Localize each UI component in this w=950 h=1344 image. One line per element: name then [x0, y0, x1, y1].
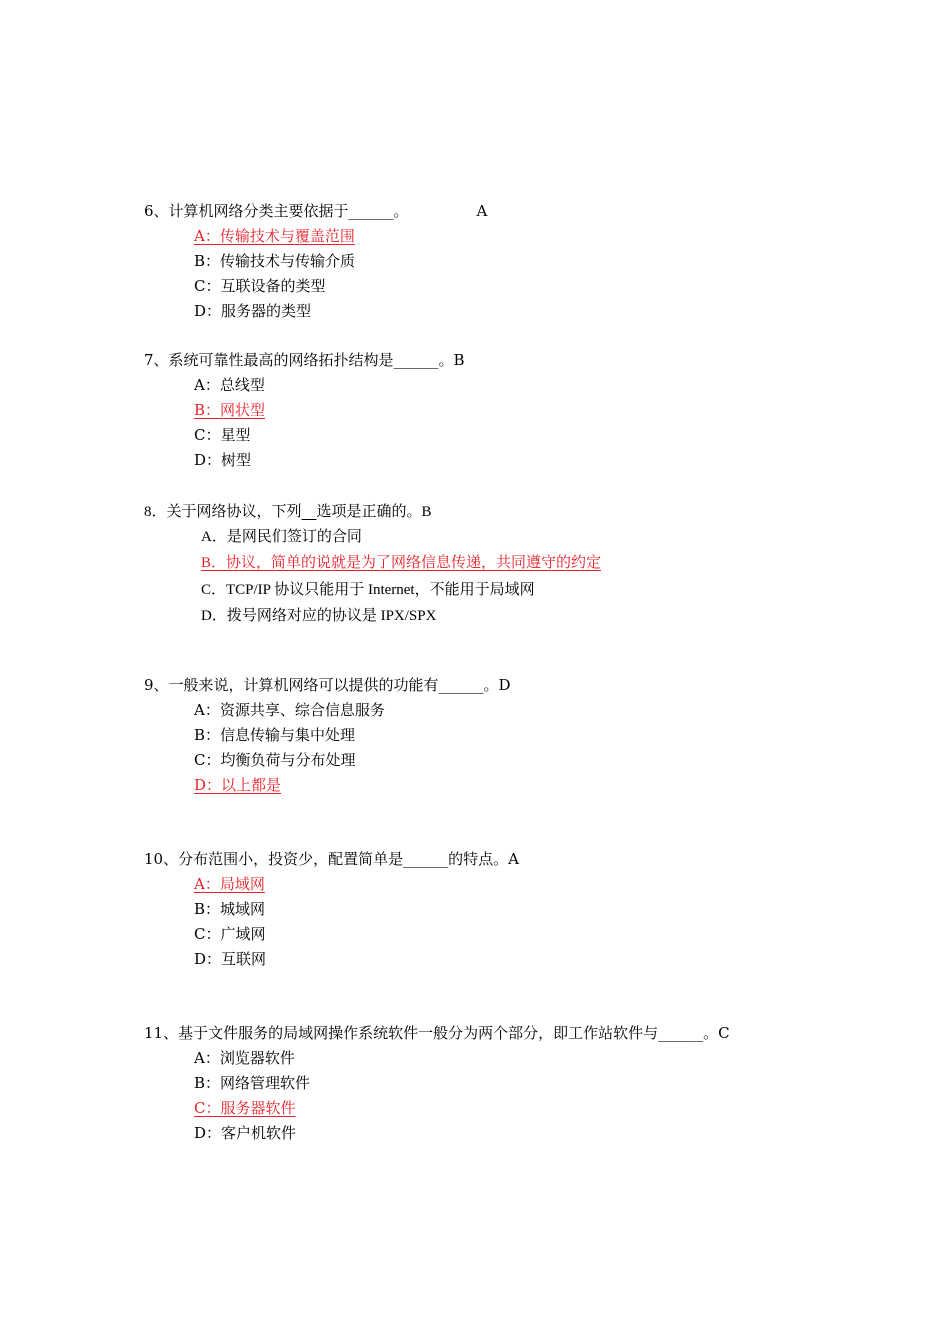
option-text: D．拨号网络对应的协议是 IPX/SPX — [201, 607, 437, 624]
option-text: B．协议，简单的说就是为了网络信息传递，共同遵守的约定 — [201, 554, 602, 571]
option-a — [144, 224, 844, 249]
question-title — [144, 847, 844, 872]
question-title — [144, 348, 844, 373]
option-a — [144, 1046, 844, 1071]
option-b — [144, 897, 844, 922]
option-text: B：网状型 — [194, 401, 266, 419]
option-c — [144, 274, 844, 299]
answer-key: B — [421, 504, 432, 520]
option-text: D：互联网 — [194, 950, 267, 968]
answer-key: D — [498, 676, 511, 694]
option-text: B：城域网 — [194, 900, 266, 918]
question-text-post: 选项是正确的。 — [316, 504, 422, 520]
question-title — [144, 673, 844, 698]
question-10 — [144, 847, 844, 972]
option-d — [144, 604, 844, 630]
option-a — [144, 872, 844, 897]
option-b — [144, 1071, 844, 1096]
option-d — [144, 299, 844, 324]
option-text: A．是网民们签订的合同 — [201, 529, 362, 545]
option-text: D：客户机软件 — [194, 1124, 297, 1142]
question-text-pre: 8．关于网络协议，下列 — [144, 504, 302, 520]
option-text: C：广域网 — [194, 925, 266, 943]
question-title — [144, 1021, 844, 1046]
option-text: C：互联设备的类型 — [194, 277, 326, 295]
question-7 — [144, 348, 844, 473]
option-c — [144, 1096, 844, 1121]
option-text: D：树型 — [194, 451, 252, 469]
question-title — [144, 500, 844, 525]
option-text: A：局域网 — [194, 875, 265, 893]
option-b — [144, 551, 844, 577]
question-11 — [144, 1021, 844, 1146]
option-d — [144, 773, 844, 798]
answer-key: B — [453, 351, 465, 369]
option-a — [144, 525, 844, 551]
option-c — [144, 748, 844, 773]
question-text: 9、一般来说，计算机网络可以提供的功能有______。 — [144, 676, 499, 694]
option-c — [144, 423, 844, 448]
option-text: C：均衡负荷与分布处理 — [194, 751, 356, 769]
question-9 — [144, 673, 844, 798]
answer-key: C — [718, 1024, 730, 1042]
option-a — [144, 373, 844, 398]
question-title — [144, 199, 844, 224]
option-b — [144, 249, 844, 274]
option-d — [144, 947, 844, 972]
option-text: D：以上都是 — [194, 776, 282, 794]
option-text: D：服务器的类型 — [194, 302, 312, 320]
option-text: B：网络管理软件 — [194, 1074, 311, 1092]
question-text: 11、基于文件服务的局域网操作系统软件一般分为两个部分，即工作站软件与______。 — [144, 1024, 719, 1042]
option-d — [144, 448, 844, 473]
option-text: A：浏览器软件 — [194, 1049, 295, 1067]
option-d — [144, 1121, 844, 1146]
question-blank — [302, 504, 317, 520]
option-c — [144, 922, 844, 947]
option-text: A：总线型 — [194, 376, 265, 394]
option-b — [144, 398, 844, 423]
option-text: C．TCP/IP 协议只能用于 Internet，不能用于局域网 — [201, 582, 535, 598]
question-8 — [144, 500, 844, 629]
option-text: B：信息传输与集中处理 — [194, 726, 356, 744]
option-a — [144, 698, 844, 723]
question-text: 10、分布范围小，投资少，配置简单是______的特点。 — [144, 850, 509, 868]
option-text: A：传输技术与覆盖范围 — [194, 227, 355, 245]
option-b — [144, 723, 844, 748]
question-text: 6、计算机网络分类主要依据于______。 — [144, 202, 409, 220]
answer-key: A — [476, 202, 488, 220]
question-text: 7、系统可靠性最高的网络拓扑结构是______。 — [144, 351, 454, 369]
option-text: A：资源共享、综合信息服务 — [194, 701, 385, 719]
option-text: C：服务器软件 — [194, 1099, 296, 1117]
question-6 — [144, 199, 844, 324]
option-text: B：传输技术与传输介质 — [194, 252, 356, 270]
option-text: C：星型 — [194, 426, 251, 444]
answer-key: A — [508, 850, 519, 868]
option-c — [144, 578, 844, 604]
